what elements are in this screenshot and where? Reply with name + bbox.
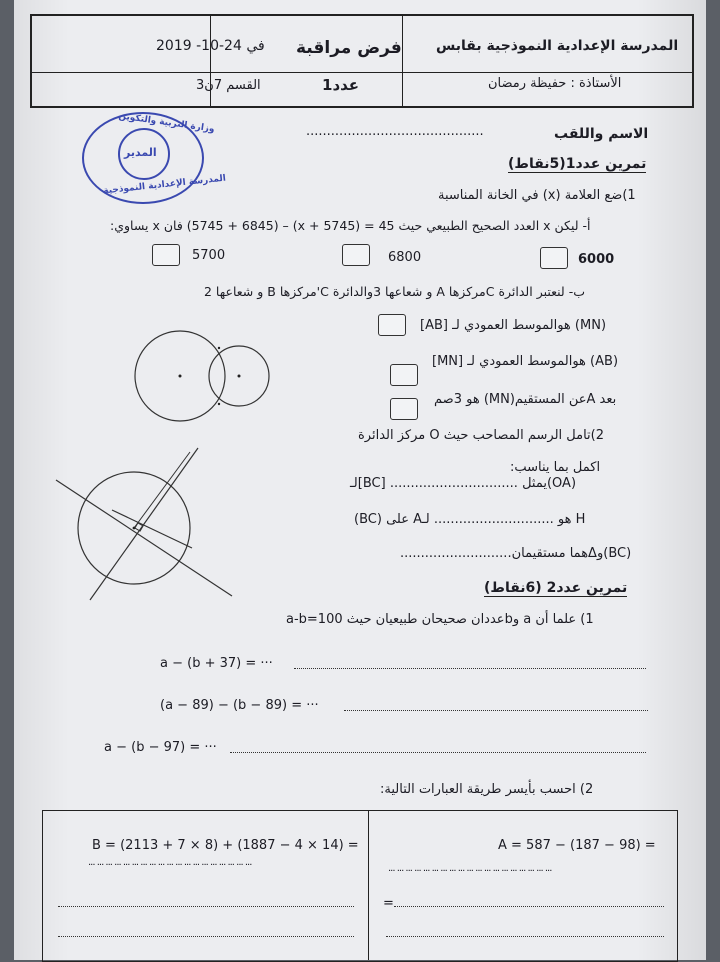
expression-b: B = (2113 + 7 × 8) + (1887 − 4 × 14) =: [92, 838, 359, 853]
class-name: القسم 7ن3: [196, 78, 261, 93]
exercise1-instruction: 1)ضع العلامة (x) في الخانة المناسبة: [438, 188, 636, 203]
teacher-name: الأستاذة : حفيظة رمضان: [488, 76, 622, 91]
answer-table: [42, 810, 678, 962]
a-answer-line-1[interactable]: [394, 906, 664, 907]
exercise2-intro: 1) علما أن a وbعددان صحيحان طبيعيان حيث a-b=100: [286, 612, 594, 627]
fill-1[interactable]: (OA)يمثل ............................... [BC]لـ: [350, 476, 577, 491]
expression-a: A = 587 − (187 − 98) =: [498, 838, 656, 853]
center-b: [238, 375, 241, 378]
a-answer-line-2[interactable]: [386, 936, 664, 937]
center-o: [133, 527, 136, 530]
statement-box-3[interactable]: [390, 398, 418, 420]
line-bc: [90, 448, 198, 600]
fill-3[interactable]: (BC)وΔهما مستقيمان...........................: [400, 546, 632, 561]
point-n: [218, 403, 220, 405]
circle-lines-figure: [50, 440, 240, 606]
line-delta: [56, 480, 232, 596]
b-answer-line-2[interactable]: [58, 936, 354, 937]
stamp-school-text: المدرسة الإعدادية النموذجية: [102, 173, 227, 197]
option-label-1: 5700: [192, 248, 226, 263]
name-label: الاسم واللقب: [554, 126, 649, 142]
option-label-2: 6800: [388, 250, 422, 265]
exercise2-q2: 2) احسب بأيسر طريقة العبارات التالية:: [380, 782, 594, 797]
option-box-1[interactable]: [152, 244, 180, 266]
question-b: ب- لنعتبر الدائرة Cمركزها A و شعاعها 3والدائرة C'مركزها B و شعاعها 2: [204, 284, 585, 299]
question-2-sub: اكمل بما يناسب:: [510, 460, 601, 475]
two-circles-figure: [126, 326, 278, 430]
expr-1: a − (b + 37) = ···: [160, 656, 273, 671]
statement-3: بعد Aعن المستقيم(MN) هو 3صم: [434, 392, 617, 407]
expr-2: (a − 89) − (b − 89) = ···: [160, 698, 319, 713]
statement-2: (AB) هوالموسط العمودي لـ [MN]: [432, 354, 619, 369]
header-divider-right: [402, 16, 403, 106]
statement-1: (MN) هوالموسط العمودي لـ [AB]: [420, 318, 607, 333]
exercise2-title: تمرين عدد2 (6نقاط): [484, 580, 628, 596]
school-name: المدرسة الإعدادية النموذجية بقابس: [436, 38, 679, 54]
answer-table-divider: [368, 810, 369, 960]
b-answer-line-1[interactable]: [58, 906, 354, 907]
option-box-2[interactable]: [342, 244, 370, 266]
a-dots-row: ··· ··· ··· ··· ··· ··· ··· ··· ··· ··· ··· ··· ··· ··· ··· ··· ··· ··· ···: [388, 866, 552, 877]
expr-3: a − (b − 97) = ···: [104, 740, 217, 755]
expr-3-answer-line[interactable]: [230, 752, 646, 753]
point-m: [218, 347, 220, 349]
test-date: في 24-10- 2019: [156, 38, 265, 54]
segment-oc: [134, 452, 190, 528]
test-number: عدد1: [322, 76, 360, 94]
test-type: فرض مراقبة: [296, 38, 402, 58]
question-a: أ- ليكن x العدد الصحيح الطبيعي حيث 45 = (5745 + x) – (5745 + 6845) فان x يساوي:: [110, 218, 591, 233]
question-2: 2)تامل الرسم المصاحب حيث O مركز الدائرة: [358, 428, 605, 443]
exercise1-title: تمرين عدد1(5نقاط): [508, 156, 647, 172]
header-row-divider: [32, 72, 692, 73]
option-label-3: 6000: [578, 252, 615, 267]
line-oa: [112, 510, 192, 548]
option-box-3[interactable]: [540, 247, 568, 269]
a-equals: =: [383, 896, 394, 911]
stamp-ministry-text: وزارة التربية والتكوين: [117, 111, 216, 135]
statement-box-1[interactable]: [378, 314, 406, 336]
statement-box-2[interactable]: [390, 364, 418, 386]
header-table: [30, 14, 694, 108]
b-dots-row: ··· ··· ··· ··· ··· ··· ··· ··· ··· ··· ··· ··· ··· ··· ··· ··· ··· ··· ···: [88, 860, 252, 871]
center-a: [179, 375, 182, 378]
fill-2[interactable]: H هو ............................. لـA على (BC): [354, 512, 586, 527]
stamp-center-text: المدير: [124, 146, 157, 159]
expr-1-answer-line[interactable]: [294, 668, 646, 669]
name-dots[interactable]: ...........................................: [306, 124, 484, 139]
expr-2-answer-line[interactable]: [344, 710, 648, 711]
